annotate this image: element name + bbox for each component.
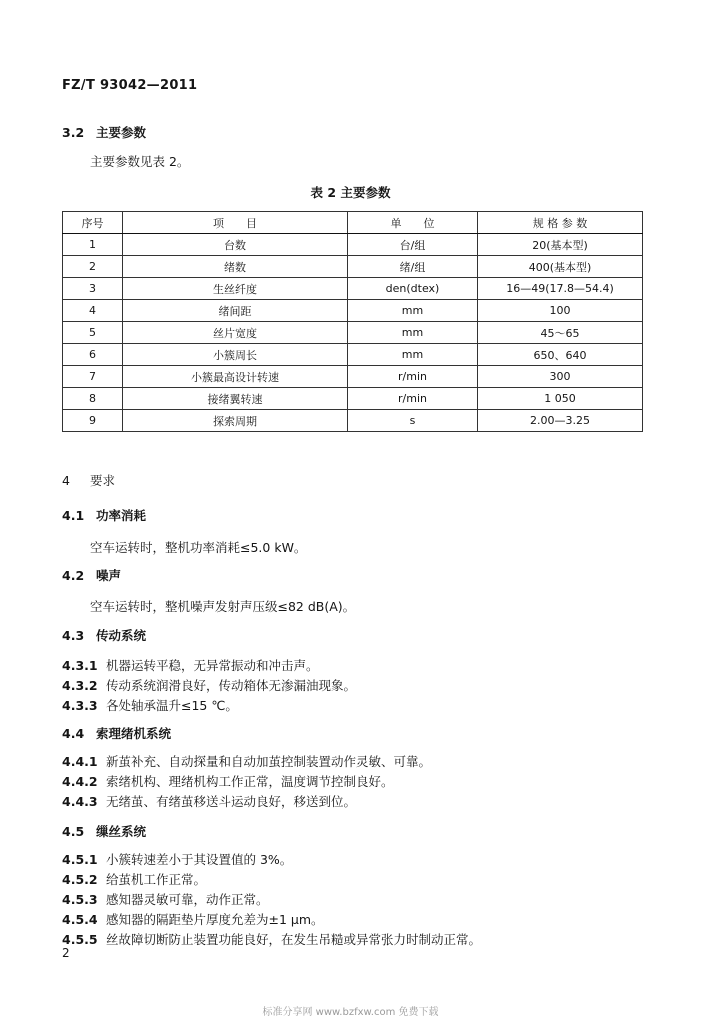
table-row xyxy=(63,410,643,432)
list-item xyxy=(62,792,356,810)
cell-no: 2 xyxy=(63,256,123,278)
cell-no: 5 xyxy=(63,322,123,344)
item-text: 机器运转平稳，无异常振动和冲击声。 xyxy=(106,658,319,673)
section-number: 4 xyxy=(62,473,70,488)
section-4-3-heading xyxy=(62,626,146,644)
cell-unit: s xyxy=(348,410,478,432)
cell-item: 小簇最高设计转速 xyxy=(123,366,348,388)
table-row xyxy=(63,344,643,366)
cell-no: 8 xyxy=(63,388,123,410)
section-title: 传动系统 xyxy=(96,628,147,643)
list-item xyxy=(62,656,319,674)
item-number: 4.3.2 xyxy=(62,678,98,693)
item-number: 4.5.1 xyxy=(62,852,98,867)
table-caption: 表 2 主要参数 xyxy=(310,185,391,200)
footer-watermark[interactable]: 标准分享网 www.bzfxw.com 免费下载 xyxy=(262,1007,439,1018)
cell-spec: 1 050 xyxy=(478,388,643,410)
list-item xyxy=(62,930,481,948)
item-text: 给茧机工作正常。 xyxy=(106,872,207,887)
header-cell-unit: 单 位 xyxy=(348,212,478,234)
cell-no: 6 xyxy=(63,344,123,366)
cell-spec: 16—49(17.8—54.4) xyxy=(478,278,643,300)
cell-item: 生丝纤度 xyxy=(123,278,348,300)
item-text: 小簇转速差小于其设置值的 3%。 xyxy=(106,852,293,867)
item-text: 丝故障切断防止装置功能良好，在发生吊糙或异常张力时制动正常。 xyxy=(106,932,482,947)
item-text: 索绪机构、理绪机构工作正常，温度调节控制良好。 xyxy=(106,774,394,789)
item-text: 新茧补充、自动探量和自动加茧控制装置动作灵敏、可靠。 xyxy=(106,754,432,769)
section-number: 3.2 xyxy=(62,125,85,140)
section-number: 4.4 xyxy=(62,726,85,741)
table-row xyxy=(63,256,643,278)
item-number: 4.4.1 xyxy=(62,754,98,769)
cell-unit: den(dtex) xyxy=(348,278,478,300)
item-text: 感知器的隔距垫片厚度允差为±1 μm。 xyxy=(106,912,324,927)
list-item xyxy=(62,752,431,770)
item-number: 4.3.1 xyxy=(62,658,98,673)
cell-unit: mm xyxy=(348,344,478,366)
header-cell-spec: 规 格 参 数 xyxy=(478,212,643,234)
standard-code: FZ/T 93042—2011 xyxy=(62,78,198,93)
table-row xyxy=(63,278,643,300)
item-number: 4.5.4 xyxy=(62,912,98,927)
section-number: 4.3 xyxy=(62,628,85,643)
section-number: 4.2 xyxy=(62,568,85,583)
header-cell-item: 项 目 xyxy=(123,212,348,234)
item-number: 4.5.3 xyxy=(62,892,98,907)
cell-no: 4 xyxy=(63,300,123,322)
cell-no: 7 xyxy=(63,366,123,388)
cell-item: 绪数 xyxy=(123,256,348,278)
cell-no: 3 xyxy=(63,278,123,300)
item-text: 无绪茧、有绪茧移送斗运动良好，移送到位。 xyxy=(106,794,357,809)
list-item xyxy=(62,870,206,888)
cell-unit: 台/组 xyxy=(348,234,478,256)
section-4-1-text: 空车运转时，整机功率消耗≤5.0 kW。 xyxy=(90,540,307,555)
header-cell-no: 序号 xyxy=(63,212,123,234)
cell-no: 9 xyxy=(63,410,123,432)
table-header-row xyxy=(63,212,643,234)
cell-spec: 20(基本型) xyxy=(478,234,643,256)
cell-item: 接绪翼转速 xyxy=(123,388,348,410)
section-3-2-intro: 主要参数见表 2。 xyxy=(90,154,190,169)
section-4-2-text: 空车运转时，整机噪声发射声压级≤82 dB(A)。 xyxy=(90,599,356,614)
list-item xyxy=(62,910,324,928)
section-4-4-heading xyxy=(62,724,171,742)
list-item xyxy=(62,772,394,790)
section-title: 要求 xyxy=(90,473,116,488)
table-row xyxy=(63,388,643,410)
section-title: 功率消耗 xyxy=(96,508,147,523)
page-number: 2 xyxy=(62,946,70,960)
cell-item: 台数 xyxy=(123,234,348,256)
cell-item: 绪间距 xyxy=(123,300,348,322)
table-row xyxy=(63,300,643,322)
section-3-2-heading xyxy=(62,123,146,141)
section-4-1-heading xyxy=(62,506,146,524)
cell-spec: 45～65 xyxy=(478,322,643,344)
section-title: 缫丝系统 xyxy=(96,824,147,839)
cell-unit: 绪/组 xyxy=(348,256,478,278)
cell-unit: r/min xyxy=(348,388,478,410)
item-text: 各处轴承温升≤15 ℃。 xyxy=(106,698,238,713)
section-title: 噪声 xyxy=(96,568,122,583)
item-number: 4.4.2 xyxy=(62,774,98,789)
item-number: 4.4.3 xyxy=(62,794,98,809)
cell-unit: r/min xyxy=(348,366,478,388)
cell-item: 丝片宽度 xyxy=(123,322,348,344)
section-title: 索理绪机系统 xyxy=(96,726,172,741)
cell-spec: 2.00—3.25 xyxy=(478,410,643,432)
item-text: 感知器灵敏可靠，动作正常。 xyxy=(106,892,269,907)
section-title: 主要参数 xyxy=(96,125,147,140)
cell-spec: 650、640 xyxy=(478,344,643,366)
item-number: 4.3.3 xyxy=(62,698,98,713)
item-number: 4.5.5 xyxy=(62,932,98,947)
cell-no: 1 xyxy=(63,234,123,256)
section-4-2-heading xyxy=(62,566,121,584)
section-4-5-heading xyxy=(62,822,146,840)
cell-unit: mm xyxy=(348,300,478,322)
parameters-table xyxy=(62,211,643,432)
cell-spec: 100 xyxy=(478,300,643,322)
cell-item: 小簇周长 xyxy=(123,344,348,366)
item-number: 4.5.2 xyxy=(62,872,98,887)
list-item xyxy=(62,890,269,908)
section-4-heading xyxy=(62,471,115,489)
list-item xyxy=(62,850,292,868)
table-row xyxy=(63,366,643,388)
item-text: 传动系统润滑良好，传动箱体无渗漏油现象。 xyxy=(106,678,357,693)
list-item xyxy=(62,676,356,694)
cell-unit: mm xyxy=(348,322,478,344)
section-number: 4.1 xyxy=(62,508,85,523)
list-item xyxy=(62,696,238,714)
section-number: 4.5 xyxy=(62,824,85,839)
cell-spec: 400(基本型) xyxy=(478,256,643,278)
table-row xyxy=(63,234,643,256)
table-row xyxy=(63,322,643,344)
cell-item: 探索周期 xyxy=(123,410,348,432)
cell-spec: 300 xyxy=(478,366,643,388)
